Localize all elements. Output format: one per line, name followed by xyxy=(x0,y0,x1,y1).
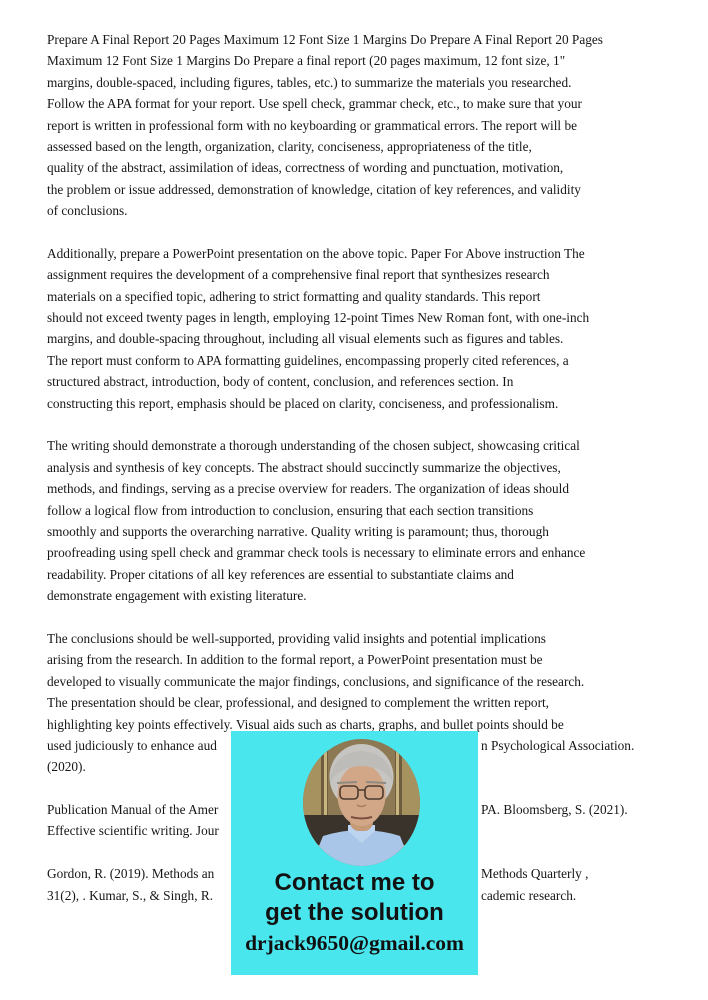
text-line: margins, and double-spacing throughout, including all visual elements such as figures and tables. xyxy=(47,331,564,347)
text-fragment-left: Effective scientific writing. Jour xyxy=(47,823,219,839)
text-line: The conclusions should be well-supported, providing valid insights and potential implications xyxy=(47,630,546,646)
text-line: highlighting key points effectively. Visual aids such as charts, graphs, and bullet points should be xyxy=(47,716,564,732)
text-line: Follow the APA format for your report. Use spell check, grammar check, etc., to make sure that your xyxy=(47,96,582,112)
text-line: methods, and findings, serving as a precise overview for readers. The organization of ideas should xyxy=(47,481,569,497)
text-fragment-right: n Psychological Association. xyxy=(481,737,635,753)
text-line: quality of the abstract, assimilation of ideas, correctness of wording and punctuation, motivation, xyxy=(47,160,564,176)
text-fragment-right: Methods Quarterly , xyxy=(481,866,589,882)
text-fragment-right: cademic research. xyxy=(481,887,577,903)
paragraph xyxy=(47,29,663,222)
paragraph xyxy=(47,435,663,606)
text-line: Additionally, prepare a PowerPoint presentation on the above topic. Paper For Above instruction The xyxy=(47,245,585,261)
contact-heading-line2: get the solution xyxy=(265,899,444,926)
text-line: materials on a specified topic, adhering to strict formatting and quality standards. This report xyxy=(47,288,541,304)
text-line: smoothly and supports the overarching narrative. Quality writing is paramount; thus, thorough xyxy=(47,523,549,539)
text-fragment-left: used judiciously to enhance aud xyxy=(47,737,217,753)
text-line: assessed based on the length, organization, clarity, conciseness, appropriateness of the title, xyxy=(47,138,532,154)
text-line: analysis and synthesis of key concepts. The abstract should succinctly summarize the objectives, xyxy=(47,459,561,475)
text-line: readability. Proper citations of all key references are essential to substantiate claims and xyxy=(47,566,514,582)
text-line: margins, double-spaced, including figures, tables, etc.) to summarize the materials you researched. xyxy=(47,74,572,90)
contact-email: drjack9650@gmail.com xyxy=(245,931,464,955)
text-line: The presentation should be clear, professional, and designed to complement the written report, xyxy=(47,695,550,711)
text-line: demonstrate engagement with existing literature. xyxy=(47,588,307,604)
contact-heading-line1: Contact me to xyxy=(274,869,435,896)
text-line: of conclusions. xyxy=(47,203,128,219)
text-line: proofreading using spell check and grammar check tools is necessary to eliminate errors and enhance xyxy=(47,545,586,561)
avatar xyxy=(303,739,420,866)
text-line: structured abstract, introduction, body of content, conclusion, and references section. In xyxy=(47,374,514,390)
text-line: follow a logical flow from introduction to conclusion, ensuring that each section transitions xyxy=(47,502,534,518)
portrait-photo-icon xyxy=(303,739,420,866)
text-line: The report must conform to APA formatting guidelines, encompassing properly cited references, a xyxy=(47,352,569,368)
text-fragment-right: PA. Bloomsberg, S. (2021). xyxy=(481,802,628,818)
contact-overlay-card xyxy=(231,731,478,975)
text-line: The writing should demonstrate a thorough understanding of the chosen subject, showcasing critical xyxy=(47,438,580,454)
text-line: should not exceed twenty pages in length, employing 12-point Times New Roman font, with one-inch xyxy=(47,310,590,326)
text-line: Maximum 12 Font Size 1 Margins Do Prepare a final report (20 pages maximum, 12 font size, 1" xyxy=(47,53,566,69)
text-line: report is written in professional form with no keyboarding or grammatical errors. The report will be xyxy=(47,117,578,133)
text-line: Prepare A Final Report 20 Pages Maximum 12 Font Size 1 Margins Do Prepare A Final Report 20 Pages xyxy=(47,32,603,47)
text-fragment-left: Publication Manual of the Amer xyxy=(47,802,219,818)
text-line: the problem or issue addressed, demonstration of knowledge, citation of key references, and validity xyxy=(47,181,581,197)
text-line: constructing this report, emphasis should be placed on clarity, conciseness, and professionalism. xyxy=(47,395,559,411)
text-fragment-left: Gordon, R. (2019). Methods an xyxy=(47,866,215,882)
text-line: assignment requires the development of a comprehensive final report that synthesizes research xyxy=(47,267,550,283)
text-fragment-left: (2020). xyxy=(47,759,86,775)
text-line: arising from the research. In addition to the formal report, a PowerPoint presentation must be xyxy=(47,652,543,668)
text-line: developed to visually communicate the major findings, conclusions, and significance of the research. xyxy=(47,673,585,689)
paragraph xyxy=(47,243,663,414)
text-fragment-left: 31(2), . Kumar, S., & Singh, R. xyxy=(47,887,214,903)
